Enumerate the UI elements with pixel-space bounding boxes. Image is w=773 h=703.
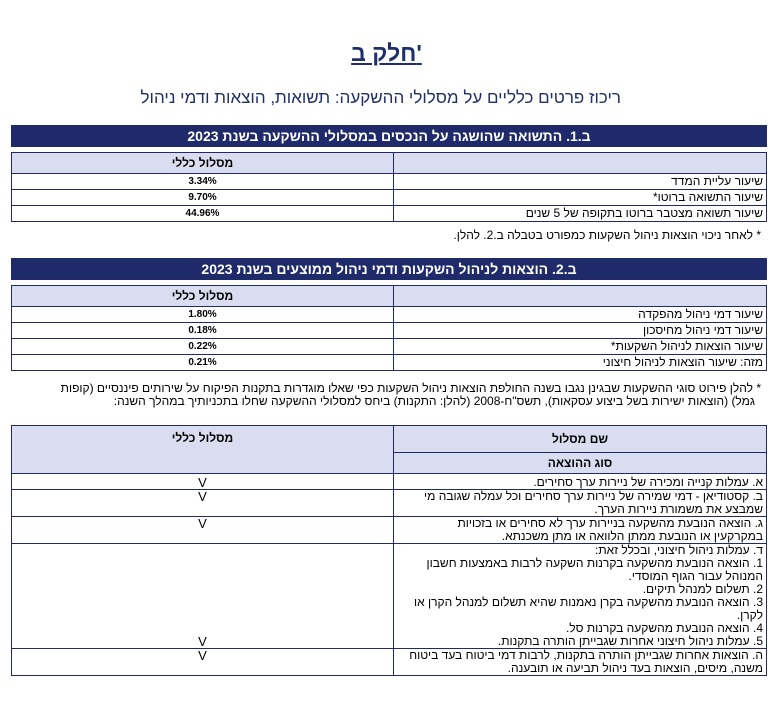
fees-table-header — [12, 286, 767, 307]
row-value: 0.18% — [12, 323, 394, 339]
section1-footnote: * לאחר ניכוי הוצאות ניהול השקעות כמפורט בטבלה ב.2. להלן. — [453, 228, 761, 242]
section2-footnote — [61, 382, 761, 408]
description-line: ה. הוצאות אחרות שגבייתן הותרה בתקנות, לרבות דמי ביטוח בעד ביטוח — [409, 648, 763, 662]
description-line: במקרקעין או הנובעת ממתן הלוואה או מתן משכנתא. — [501, 529, 763, 543]
footnote-line: גמל) (הוצאות ישירות בשל ביצוע עסקאות), תשס"ח-2008 (להלן: התקנות) ביחס למסלולי ההשקעה שחלו בתכניותיך במהלך השנה: — [113, 394, 755, 408]
expense-description — [394, 490, 767, 517]
row-value: 3.34% — [12, 174, 394, 190]
row-label: שיעור עליית המדד — [394, 174, 767, 190]
row-value: 44.96% — [12, 206, 394, 222]
page-subtitle: ריכוז פרטים כלליים על מסלולי ההשקעה: תשואות, הוצאות ודמי ניהול — [140, 88, 621, 107]
description-line: לקרן. — [736, 608, 763, 622]
expense-mark: V — [12, 649, 394, 676]
description-line: המנוהל עבור הגוף המוסדי. — [628, 569, 763, 583]
table-row — [12, 649, 767, 676]
table-row — [12, 490, 767, 517]
expense-description — [394, 649, 767, 676]
description-line: ד. עמלות ניהול חיצוני, ובכלל זאת: — [595, 543, 763, 557]
expense-mark: V — [12, 490, 394, 517]
expense-mark: V — [12, 517, 394, 544]
description-line: 5. עמלות ניהול חיצוני אחרות שגבייתן הותרה בתקנות. — [497, 634, 763, 648]
row-label: שיעור התשואה ברוטו* — [394, 190, 767, 206]
section2-heading: ב.2. הוצאות לניהול השקעות ודמי ניהול ממוצעים בשנת 2023 — [11, 258, 767, 280]
row-value: 0.21% — [12, 355, 394, 371]
description-line: שמבצע את משמורת ניירות הערך. — [594, 502, 763, 516]
track-name-header: שם מסלול — [394, 426, 767, 453]
returns-table-header — [12, 153, 767, 174]
header-empty-cell — [394, 153, 767, 174]
row-value: 1.80% — [12, 307, 394, 323]
row-value: 9.70% — [12, 190, 394, 206]
table-row — [12, 323, 767, 339]
expense-description — [394, 517, 767, 544]
description-line: א. עמלות קנייה ומכירה של ניירות ערך סחירים. — [533, 475, 763, 489]
section1-heading: ב.1. התשואה שהושגה על הנכסים במסלולי ההשקעה בשנת 2023 — [11, 125, 767, 147]
fees-table — [11, 285, 767, 371]
expense-description — [394, 544, 767, 649]
description-line: ב. קסטודיאן - דמי שמירה של ניירות ערך סחירים וכל עמלה שגובה מי — [424, 489, 763, 503]
expense-description — [394, 474, 767, 490]
table-row — [12, 307, 767, 323]
expense-types-table — [11, 425, 767, 676]
row-label: שיעור הוצאות לניהול השקעות* — [394, 339, 767, 355]
table-row — [12, 190, 767, 206]
returns-table — [11, 152, 767, 222]
expense-type-header: סוג ההוצאה — [394, 453, 767, 474]
row-label: שיעור דמי ניהול מחיסכון — [394, 323, 767, 339]
header-empty-cell — [394, 286, 767, 307]
table-row — [12, 206, 767, 222]
table-row — [12, 174, 767, 190]
expense-table-header — [12, 426, 767, 453]
description-line: 3. הוצאה הנובעת מהשקעה בקרן נאמנות שהיא תשלום למנהל הקרן או — [413, 595, 763, 609]
page-title: חלק ב' — [351, 40, 422, 66]
row-label: שיעור דמי ניהול מהפקדה — [394, 307, 767, 323]
general-track-column: מסלול כללי — [12, 153, 394, 174]
table-row — [12, 517, 767, 544]
general-track-column: מסלול כללי — [12, 286, 394, 307]
description-line: 1. הוצאה הנובעת מהשקעה בקרנות השקעה לרבות באמצעות חשבון — [426, 556, 763, 570]
general-track-column: מסלול כללי — [12, 426, 394, 474]
row-value: 0.22% — [12, 339, 394, 355]
expense-mark: V — [12, 474, 394, 490]
expense-mark: V — [12, 544, 394, 649]
description-line: 4. הוצאה הנובעת מהשקעה בקרנות סל. — [565, 621, 763, 635]
description-line: ג. הוצאה הנובעת מהשקעה בניירות ערך לא סחירים או בזכויות — [457, 516, 763, 530]
table-row — [12, 474, 767, 490]
table-row — [12, 339, 767, 355]
description-line: משנה, מיסים, הוצאות בעד ניהול תביעה או תובענה. — [507, 661, 763, 675]
description-line: 2. תשלום למנהל תיקים. — [642, 582, 763, 596]
row-label: מזה: שיעור הוצאות לניהול חיצוני — [394, 355, 767, 371]
row-label: שיעור תשואה מצטבר ברוטו בתקופה של 5 שנים — [394, 206, 767, 222]
table-row — [12, 544, 767, 649]
table-row — [12, 355, 767, 371]
footnote-line: * להלן פירוט סוגי ההשקעות שבגינן נגבו בשנה החולפת הוצאות ניהול השקעות כפי שאלו מוגדרות בתקנות הפיקוח על שירותים פיננסיים (קופות — [60, 381, 761, 395]
